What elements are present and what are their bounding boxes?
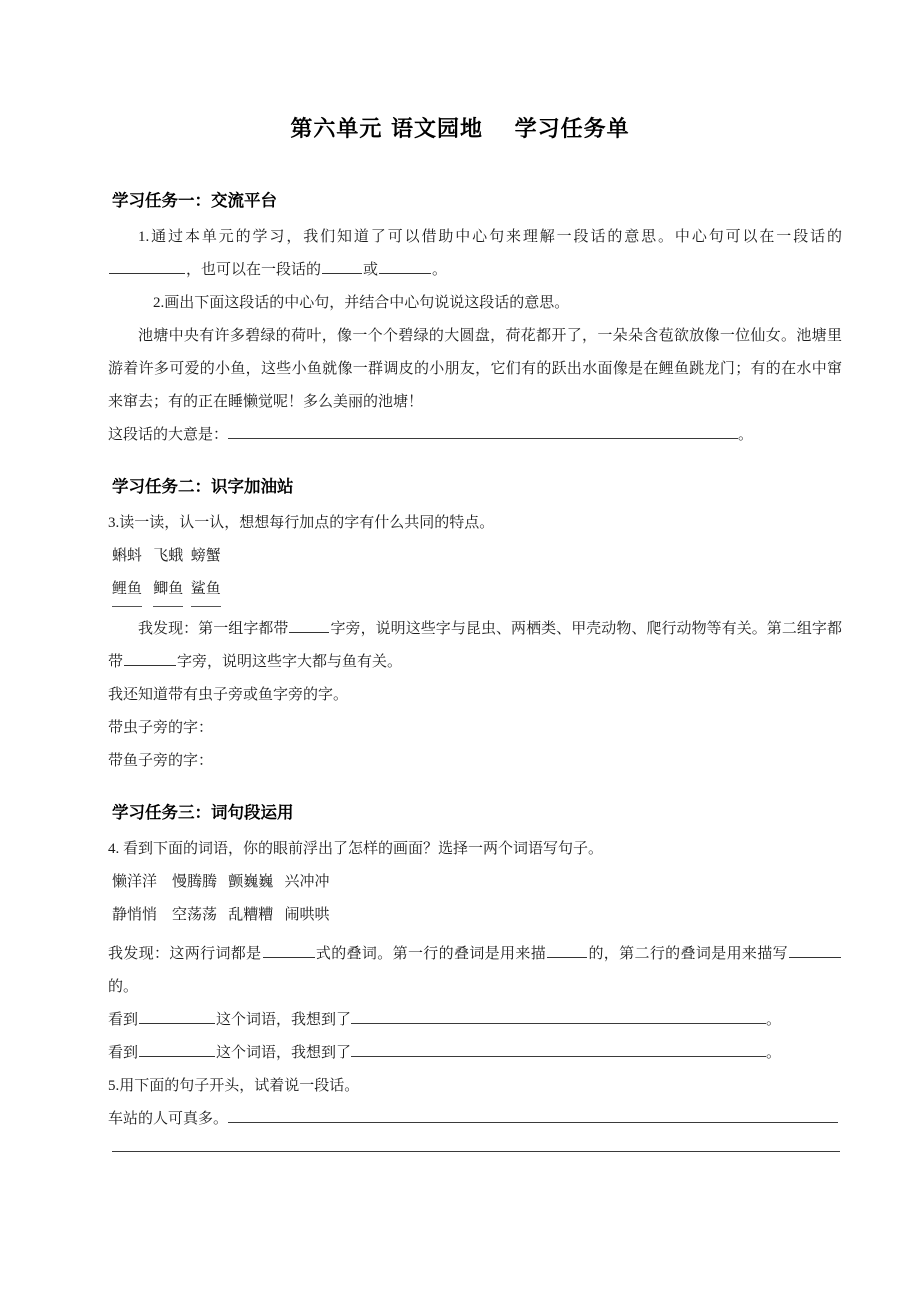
task-one-heading: 学习任务一：交流平台 <box>112 191 277 210</box>
summary-blank[interactable] <box>228 424 738 439</box>
spacer <box>0 1136 920 1150</box>
finding3-blank-1[interactable] <box>263 942 315 958</box>
sentence-prefix: 看到 <box>108 1012 139 1028</box>
insect-word-row <box>0 540 920 573</box>
sentence-answer-blank[interactable] <box>351 1009 766 1024</box>
task-one-summary-line <box>0 419 920 452</box>
q1-text-part1: 1.通过本单元的学习，我们知道了可以借助中心句来理解一段话的意思。中心句可以在一段话的 <box>138 229 842 245</box>
word-item: 鲫鱼 <box>153 573 183 607</box>
finding3-text-part3: 的，第二行的叠词是用来描写 <box>588 946 788 962</box>
page-title: 第六单元 语文园地 学习任务单 <box>290 117 630 142</box>
word-item: 蝌蚪 <box>112 548 143 564</box>
q5-answer-blank-2[interactable] <box>112 1150 840 1152</box>
sentence-practice-row-2 <box>0 1037 920 1070</box>
finding3-text-part4: 的。 <box>108 979 139 995</box>
sentence-middle: 这个词语，我想到了 <box>216 1045 352 1061</box>
word-item: 慢腾腾 <box>172 874 218 890</box>
task-one-passage: 池塘中央有许多碧绿的荷叶，像一个个碧绿的大圆盘，荷花都开了，一朵朵含苞欲放像一位仙女。池塘里游着许多可爱的小鱼，这些小鱼就像一群调皮的小朋友，它们有的跃出水面像是在鲤鱼跳龙门；有的在水中窜来窜去；有的正在睡懒觉呢！多么美丽的池塘！ <box>108 328 842 410</box>
aab-word-row-2 <box>0 899 920 932</box>
task-three-question-4: 4. 看到下面的词语，你的眼前浮出了怎样的画面？选择一两个词语写句子。 <box>108 841 604 857</box>
finding3-text-part2: 式的叠词。第一行的叠词是用来描 <box>315 946 547 962</box>
task-one-question-2: 2.画出下面这段话的中心句，并结合中心句说说这段话的意思。 <box>153 295 570 311</box>
sentence-middle: 这个词语，我想到了 <box>216 1012 352 1028</box>
finding3-blank-2[interactable] <box>547 942 587 958</box>
task-two-finding <box>0 613 920 679</box>
word-item: 鲨鱼 <box>191 573 221 607</box>
task-two-insect-answer-label[interactable]: 带虫子旁的字： <box>108 720 214 736</box>
q1-text-part2: ，也可以在一段话的 <box>186 262 322 278</box>
task-two-fish-answer-label[interactable]: 带鱼子旁的字： <box>108 753 214 769</box>
finding3-blank-3[interactable] <box>789 942 841 958</box>
finding3-text-part1: 我发现：这两行词都是 <box>108 946 262 962</box>
finding-text-part1: 我发现：第一组字都带 <box>138 621 289 637</box>
word-item: 懒洋洋 <box>112 874 158 890</box>
word-item: 鲤鱼 <box>112 573 142 607</box>
fish-word-row <box>0 573 920 607</box>
q1-text-part3: 或 <box>363 262 379 278</box>
word-item: 兴冲冲 <box>284 874 330 890</box>
task-two-heading: 学习任务二：识字加油站 <box>112 477 294 496</box>
sentence-end-mark: 。 <box>766 1045 782 1061</box>
q1-blank-1[interactable] <box>109 258 185 274</box>
task-three-question-5: 5.用下面的句子开头，试着说一段话。 <box>108 1078 360 1094</box>
task-two-know-more: 我还知道带有虫子旁或鱼字旁的字。 <box>108 687 349 703</box>
spacer <box>0 823 920 833</box>
sentence-word-blank[interactable] <box>139 1041 215 1057</box>
word-item: 螃蟹 <box>190 548 221 564</box>
q5-start-text: 车站的人可真多。 <box>108 1111 229 1127</box>
word-item: 乱糟糟 <box>228 907 274 923</box>
q1-blank-3[interactable] <box>379 258 431 274</box>
spacer <box>0 497 920 507</box>
sentence-word-blank[interactable] <box>139 1008 215 1024</box>
aab-word-row-1 <box>0 866 920 899</box>
sentence-practice-row-1 <box>0 1004 920 1037</box>
word-item: 颤巍巍 <box>228 874 274 890</box>
q1-text-part4: 。 <box>432 262 448 278</box>
spacer <box>0 211 920 221</box>
finding-text-part2: 字旁，说明这些字与昆虫、两栖类、甲壳动物、爬行动物等有关。第二组字都带 <box>108 621 842 670</box>
summary-end-mark: 。 <box>738 427 754 443</box>
finding-blank-2[interactable] <box>124 650 176 666</box>
word-item: 飞蛾 <box>153 548 184 564</box>
q1-blank-2[interactable] <box>322 258 362 274</box>
word-item: 静悄悄 <box>112 907 158 923</box>
word-item: 空荡荡 <box>172 907 218 923</box>
sentence-prefix: 看到 <box>108 1045 139 1061</box>
task-three-finding <box>0 938 920 1004</box>
summary-label: 这段话的大意是： <box>108 427 229 443</box>
task-three-q5-start-line <box>0 1103 920 1136</box>
task-two-question-3: 3.读一读，认一认，想想每行加点的字有什么共同的特点。 <box>108 515 495 531</box>
task-three-heading: 学习任务三：词句段运用 <box>112 803 294 822</box>
sentence-end-mark: 。 <box>766 1012 782 1028</box>
word-item: 闹哄哄 <box>284 907 330 923</box>
task-one-question-1 <box>0 221 920 287</box>
finding-blank-1[interactable] <box>289 617 329 633</box>
q5-answer-blank-1[interactable] <box>228 1108 838 1123</box>
sentence-answer-blank[interactable] <box>351 1042 766 1057</box>
finding-text-part3: 字旁，说明这些字大都与鱼有关。 <box>177 654 403 670</box>
